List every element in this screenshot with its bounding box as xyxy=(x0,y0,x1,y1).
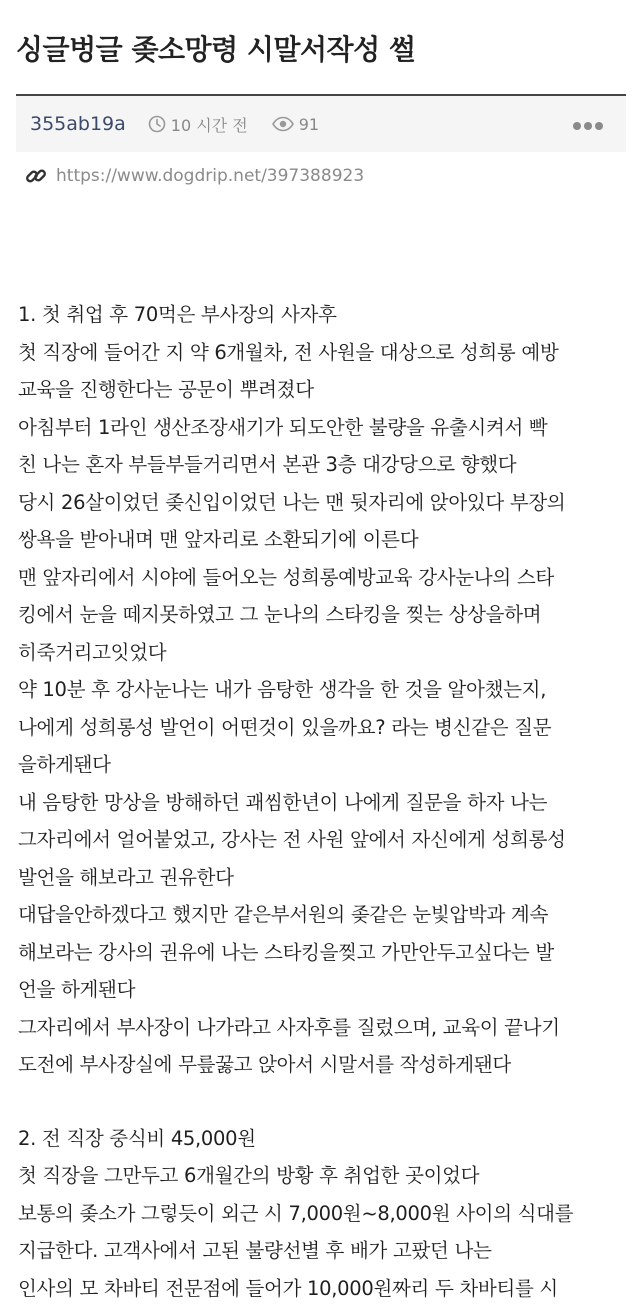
body-line: 친 나는 혼자 부들부들거리면서 본관 3층 대강당으로 향했다 xyxy=(18,446,630,484)
body-line: 내 음탕한 망상을 방해하던 괘씸한년이 나에게 질문을 하자 나는 xyxy=(18,784,630,822)
clock-icon xyxy=(148,115,166,133)
post-body xyxy=(18,296,630,1307)
paragraph-gap xyxy=(18,1084,630,1120)
body-line: 당시 26살이었던 좆신입이었던 나는 맨 뒷자리에 앉아있다 부장의 xyxy=(18,484,630,522)
body-line: 맨 앞자리에서 시야에 들어오는 성희롱예방교육 강사눈나의 스타 xyxy=(18,559,630,597)
body-line: 지급한다. 고객사에서 고된 불량선별 후 배가 고팠던 나는 xyxy=(18,1232,630,1270)
view-count: 91 xyxy=(299,115,319,134)
body-line: 도전에 부사장실에 무릎꿇고 앉아서 시말서를 작성하게됀다 xyxy=(18,1046,630,1084)
body-line: 킹에서 눈을 떼지못하였고 그 눈나의 스타킹을 찢는 상상을하며 xyxy=(18,596,630,634)
time-ago: 10 시간 전 xyxy=(171,113,248,136)
body-line: 그자리에서 얼어붙었고, 강사는 전 사원 앞에서 자신에게 성희롱성 xyxy=(18,821,630,859)
section-1-heading: 1. 첫 취업 후 70먹은 부사장의 사자후 xyxy=(18,296,630,334)
body-line: 쌍욕을 받아내며 맨 앞자리로 소환되기에 이른다 xyxy=(18,521,630,559)
body-line: 그자리에서 부사장이 나가라고 사자후를 질렀으며, 교육이 끝나기 xyxy=(18,1009,630,1047)
body-line: 약 10분 후 강사눈나는 내가 음탕한 생각을 한 것을 알아챘는지, xyxy=(18,671,630,709)
body-line: 발언을 해보라고 권유한다 xyxy=(18,859,630,897)
body-line: 아침부터 1라인 생산조장새기가 되도안한 불량을 유출시켜서 빡 xyxy=(18,409,630,447)
body-line: 교육을 진행한다는 공문이 뿌려졌다 xyxy=(18,371,630,409)
post-title: 싱글벙글 좆소망령 시말서작성 썰 xyxy=(16,28,626,68)
body-line: 나에게 성희롱성 발언이 어떤것이 있을까요? 라는 병신같은 질문 xyxy=(18,709,630,747)
body-line: 언을 하게됀다 xyxy=(18,971,630,1009)
author-link[interactable]: 355ab19a xyxy=(30,113,126,135)
body-line: 을하게됀다 xyxy=(18,746,630,784)
post-url-row[interactable] xyxy=(24,164,364,188)
body-line: 대답을안하겠다고 했지만 같은부서원의 좆같은 눈빛압박과 계속 xyxy=(18,896,630,934)
body-line: 보통의 좆소가 그렇듯이 외근 시 7,000원~8,000원 사이의 식대를 xyxy=(18,1195,630,1233)
post-meta-bar xyxy=(16,94,626,152)
body-line: 히죽거리고잇었다 xyxy=(18,634,630,672)
eye-icon xyxy=(272,116,294,132)
section-2-heading: 2. 전 직장 중식비 45,000원 xyxy=(18,1120,630,1158)
body-line: 인사의 모 차바티 전문점에 들어가 10,000원짜리 두 차바티를 시 xyxy=(18,1270,630,1307)
link-icon xyxy=(24,164,48,188)
more-dots-icon[interactable] xyxy=(572,116,604,135)
body-line: 해보라는 강사의 권유에 나는 스타킹을찢고 가만안두고싶다는 발 xyxy=(18,934,630,972)
post-time xyxy=(148,113,248,136)
post-views xyxy=(272,115,319,134)
body-line: 첫 직장을 그만두고 6개월간의 방황 후 취업한 곳이었다 xyxy=(18,1157,630,1195)
body-line: 첫 직장에 들어간 지 약 6개월차, 전 사원을 대상으로 성희롱 예방 xyxy=(18,334,630,372)
post-url[interactable]: https://www.dogdrip.net/397388923 xyxy=(56,166,364,186)
